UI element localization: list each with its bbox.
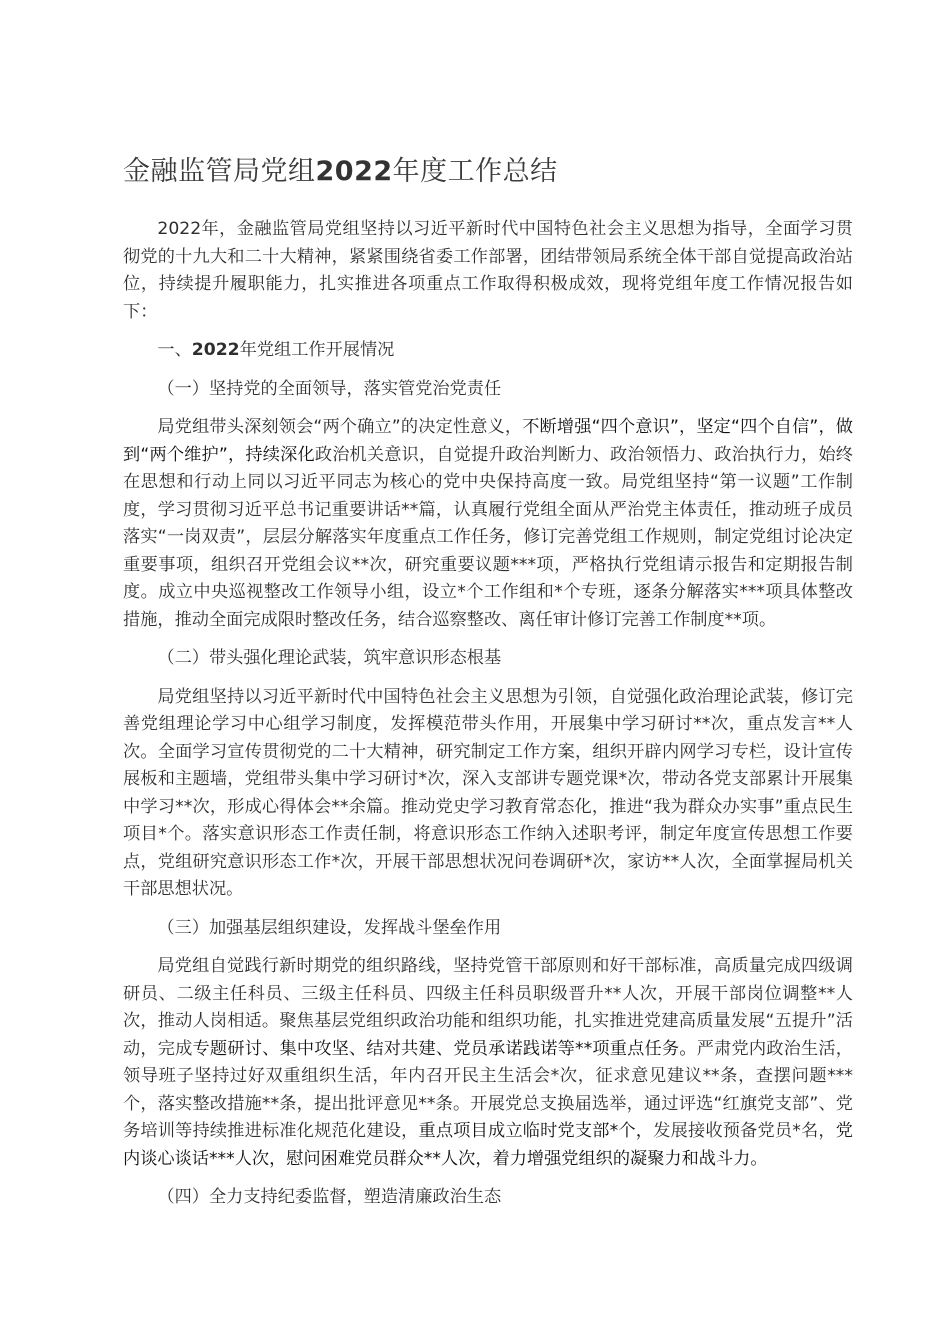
sub3-text-a: 局党组自觉践行新时期党的组织路线，坚持党管干部原则和好干部标准，高质量完成四级调研员、二级主任科员、三级主任科员、四级主任科员职级晋升**人次，开展干部岗位调整**人次，推动人岗相适。聚焦基层党组织政治功能和组织功能，扎实推进党建高质量发展“五提升”活动，完成 xyxy=(123,956,853,1059)
sub3-text-f: 党内谈心谈话***人次，慰问困难党员群众**人次，着力增强党组织的凝聚力和战斗力。 xyxy=(123,1121,853,1169)
section1-year: 2022 xyxy=(191,340,240,360)
section-heading-1 xyxy=(123,337,853,365)
sub3-text-c: 严肃党内政治生活，领导班子坚持过好双重组织生活，年内召开民主生活会*次，征求意见建议**条，查摆问题***个，落实整改措施**条，提出批评意见**条。开展党总支换届选举，通过评选“红旗党支部”、党务培训等持续推进标准化规范化建设， xyxy=(123,1038,853,1141)
document-page xyxy=(123,150,853,1223)
sub3-text-d: 重点项目成立临时党支部*个， xyxy=(418,1121,654,1141)
title-suffix: 年度工作总结 xyxy=(392,156,558,187)
sub3-text-e: 发展接收预备党员*名， xyxy=(653,1121,836,1141)
sub1-text-c: 政治机关意识，自觉提升政治判断力、政治领悟力、政治执行力，始终在思想和行动上同以习近平同志为核心的党中央保持高度一致。局党组坚持“第一议题”工作制度，学习贯彻习近平总书记重要讲话**篇，认真履行党组全面从严治党主体责任，推动班子成员落实“一岗双责”，层层分解落实年度重点工作任务，修订完善党组工作规则，制定党组讨论决定重要事项，组织召开党组会议**次，研究重要议题***项，严格执行党组请示报告和定期报告制度。成立中央巡视整改工作领导小组，设立*个工作组和*个专班，逐条分解落实***项具体整改措施，推动全面完成限时整改任务，结合巡察整改、离任审计修订完善工作制度**项。 xyxy=(123,444,853,630)
subsection-heading-4: （四）全力支持纪委监督，塑造清廉政治生态 xyxy=(157,1187,502,1207)
sub3-text-b: 专题研讨、集中攻坚、结对共建、党员承诺践诺等**项重点任务。 xyxy=(192,1038,697,1059)
subsection-heading-2: （二）带头强化理论武装，筑牢意识形态根基 xyxy=(157,648,502,668)
title-prefix: 金融监管局党组 xyxy=(123,156,316,187)
subsection-heading-1: （一）坚持党的全面领导，落实管党治党责任 xyxy=(157,378,502,399)
subsection-body-1 xyxy=(123,414,853,634)
section1-prefix: 一、 xyxy=(157,340,192,360)
document-title xyxy=(123,150,853,194)
title-year: 2022 xyxy=(315,156,393,187)
sub1-text-b: 不断增强“四个意识”，坚定“四个自信”，做到“两个维护”，持续深化 xyxy=(123,417,853,465)
subsection-body-3 xyxy=(123,953,853,1173)
subsection-body-2: 局党组坚持以习近平新时代中国特色社会主义思想为引领，自觉强化政治理论武装，修订完善党组理论学习中心组学习制度，发挥模范带头作用，开展集中学习研讨**次，重点发言**人次。全面学习宣传贯彻党的二十大精神，研究制定工作方案，组织开辟内网学习专栏，设计宣传展板和主题墙，党组带头集中学习研讨*次，深入支部讲专题党课*次，带动各党支部累计开展集中学习**次，形成心得体会**余篇。推动党史学习教育常态化，推进“我为群众办实事”重点民生项目*个。落实意识形态工作责任制，将意识形态工作纳入述职考评，制定年度宣传思想工作要点，党组研究意识形态工作*次，开展干部思想状况问卷调研*次，家访**人次，全面掌握局机关干部思想状况。 xyxy=(123,686,853,899)
intro-paragraph: 2022年，金融监管局党组坚持以习近平新时代中国特色社会主义思想为指导，全面学习贯彻党的十九大和二十大精神，紧紧围绕省委工作部署，团结带领局系统全体干部自觉提高政治站位，持续提升履职能力，扎实推进各项重点工作取得积极成效，现将党组年度工作情况报告如下： xyxy=(123,219,853,322)
sub1-text-a: 局党组带头深刻领会“两个确立”的决定性意义， xyxy=(157,417,523,437)
subsection-heading-3: （三）加强基层组织建设，发挥战斗堡垒作用 xyxy=(157,917,502,938)
section1-suffix: 年党组工作开展情况 xyxy=(239,340,395,360)
